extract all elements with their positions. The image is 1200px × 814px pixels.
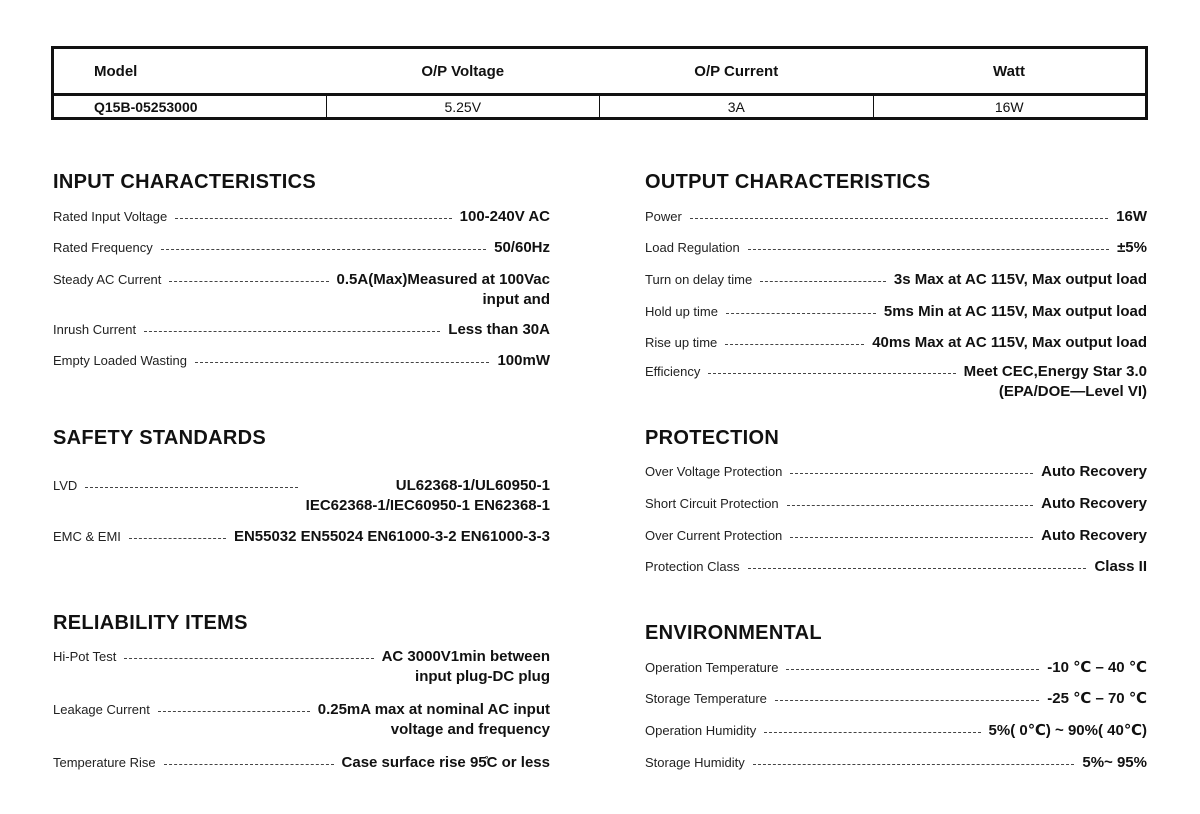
spec-value: 100-240V AC [459,208,550,225]
spec-value: Auto Recovery [1041,463,1147,480]
leader-dots [725,333,864,345]
spec-label: Operation Humidity [645,723,757,738]
input-section-title: INPUT CHARACTERISTICS [53,171,316,193]
leader-dots [195,351,490,363]
spec-label: EMC & EMI [53,529,121,544]
leader-dots [775,689,1039,701]
leader-dots [748,557,1087,569]
leader-dots [85,476,297,488]
spec-value [306,476,550,516]
spec-label: Rise up time [645,335,718,350]
env-row-operation-temp [645,658,1147,678]
spec-value: 3s Max at AC 115V, Max output load [893,271,1147,288]
spec-value: 50/60Hz [494,239,550,256]
spec-label: LVD [53,478,78,493]
reliability-section-title: RELIABILITY ITEMS [53,612,248,634]
spec-value-line1: Meet CEC,Energy Star 3.0 [963,363,1147,380]
spec-value: 5%~ 95% [1082,754,1147,771]
leader-dots [164,753,334,765]
cell-model: Q15B-05253000 [94,98,198,115]
spec-value-line1: 0.5A(Max)Measured at 100Vac [336,271,550,288]
spec-value: -10 ℃ – 40 ℃ [1047,659,1147,676]
header-current: O/P Current [600,48,874,95]
spec-value [318,700,550,740]
env-row-operation-humidity [645,721,1147,741]
output-row-power [645,207,1147,227]
spec-value: Auto Recovery [1041,527,1147,544]
spec-value-line1: UL62368-1/UL60950-1 [395,477,550,494]
spec-label: Storage Humidity [645,755,745,770]
spec-value [337,270,550,310]
spec-label: Load Regulation [645,240,740,255]
protection-row-ocp [645,526,1147,546]
spec-value: Class II [1094,558,1147,575]
header-model: Model [53,48,327,95]
leader-dots [129,527,226,539]
output-row-hold-up [645,302,1147,322]
spec-value: Auto Recovery [1041,495,1147,512]
leader-dots [760,270,886,282]
header-voltage: O/P Voltage [326,48,600,95]
spec-label: Rated Input Voltage [53,209,168,224]
leader-dots [169,270,328,282]
input-row-frequency [53,238,550,258]
spec-label: Efficiency [645,364,701,379]
spec-value: 100mW [497,352,550,369]
spec-label: Power [645,209,682,224]
cell-watt: 16W [873,95,1147,119]
leader-dots [790,526,1033,538]
spec-value-line2: input and [482,291,550,308]
spec-label: Steady AC Current [53,272,162,287]
env-row-storage-humidity [645,753,1147,773]
spec-label: Operation Temperature [645,660,779,675]
spec-value: -25 ℃ – 70 ℃ [1047,690,1147,707]
cell-voltage: 5.25V [326,95,600,119]
protection-section-title: PROTECTION [645,427,780,449]
leader-dots [124,647,373,659]
spec-table-row [53,95,1147,119]
output-row-rise-up [645,333,1147,353]
leader-dots [161,238,486,250]
protection-row-ovp [645,462,1147,482]
leader-dots [786,658,1039,670]
spec-label: Empty Loaded Wasting [53,353,187,368]
spec-value: 5ms Min at AC 115V, Max output load [883,303,1147,320]
spec-value-line1: AC 3000V1min between [381,648,550,665]
spec-value-line2: (EPA/DOE—Level VI) [998,383,1147,400]
spec-value: EN55032 EN55024 EN61000-3-2 EN61000-3-3 [233,528,550,545]
spec-value [382,647,550,687]
spec-table-header-row [53,48,1147,95]
output-row-load-regulation [645,238,1147,258]
header-watt: Watt [873,48,1147,95]
spec-label: Temperature Rise [53,755,156,770]
environmental-section-title: ENVIRONMENTAL [645,622,822,644]
leader-dots [690,207,1108,219]
leader-dots [158,700,310,712]
spec-value-line2: IEC62368-1/IEC60950-1 EN62368-1 [305,497,550,514]
env-row-storage-temp [645,689,1147,709]
spec-value: 16W [1116,208,1147,225]
output-row-turn-on-delay [645,270,1147,290]
safety-row-emc [53,527,550,547]
spec-value [964,362,1147,402]
cell-current: 3A [600,95,874,119]
leader-dots [790,462,1033,474]
spec-value-line1: 0.25mA max at nominal AC input [317,701,550,718]
spec-value: 40ms Max at AC 115V, Max output load [872,334,1147,351]
output-section-title: OUTPUT CHARACTERISTICS [645,171,931,193]
spec-value: Case surface rise 95̊C or less [341,754,550,771]
spec-value-line2: voltage and frequency [390,721,550,738]
reliability-row-temp-rise [53,753,550,773]
leader-dots [726,302,876,314]
leader-dots [764,721,980,733]
spec-label: Turn on delay time [645,272,753,287]
spec-label: Storage Temperature [645,691,767,706]
safety-row-lvd [53,476,550,516]
spec-label: Protection Class [645,559,740,574]
spec-value: 5%( 0℃) ~ 90%( 40℃) [988,722,1147,739]
protection-row-scp [645,494,1147,514]
spec-label: Over Current Protection [645,528,783,543]
spec-label: Inrush Current [53,322,137,337]
input-row-ac-current [53,270,550,310]
input-row-voltage [53,207,550,227]
output-row-efficiency [645,362,1147,402]
spec-value-line2: input plug-DC plug [415,668,550,685]
leader-dots [708,362,955,374]
leader-dots [748,238,1109,250]
leader-dots [175,207,451,219]
input-row-empty-loaded [53,351,550,371]
spec-label: Over Voltage Protection [645,464,783,479]
spec-value: ±5% [1117,239,1147,256]
spec-label: Short Circuit Protection [645,496,779,511]
protection-row-class [645,557,1147,577]
spec-table [51,46,1148,120]
reliability-row-hipot [53,647,550,687]
leader-dots [144,320,440,332]
leader-dots [753,753,1075,765]
input-row-inrush [53,320,550,340]
leader-dots [787,494,1033,506]
reliability-row-leakage [53,700,550,740]
spec-label: Rated Frequency [53,240,153,255]
spec-label: Hold up time [645,304,718,319]
spec-label: Hi-Pot Test [53,649,117,664]
spec-value: Less than 30A [448,321,550,338]
spec-label: Leakage Current [53,702,150,717]
safety-section-title: SAFETY STANDARDS [53,427,266,449]
